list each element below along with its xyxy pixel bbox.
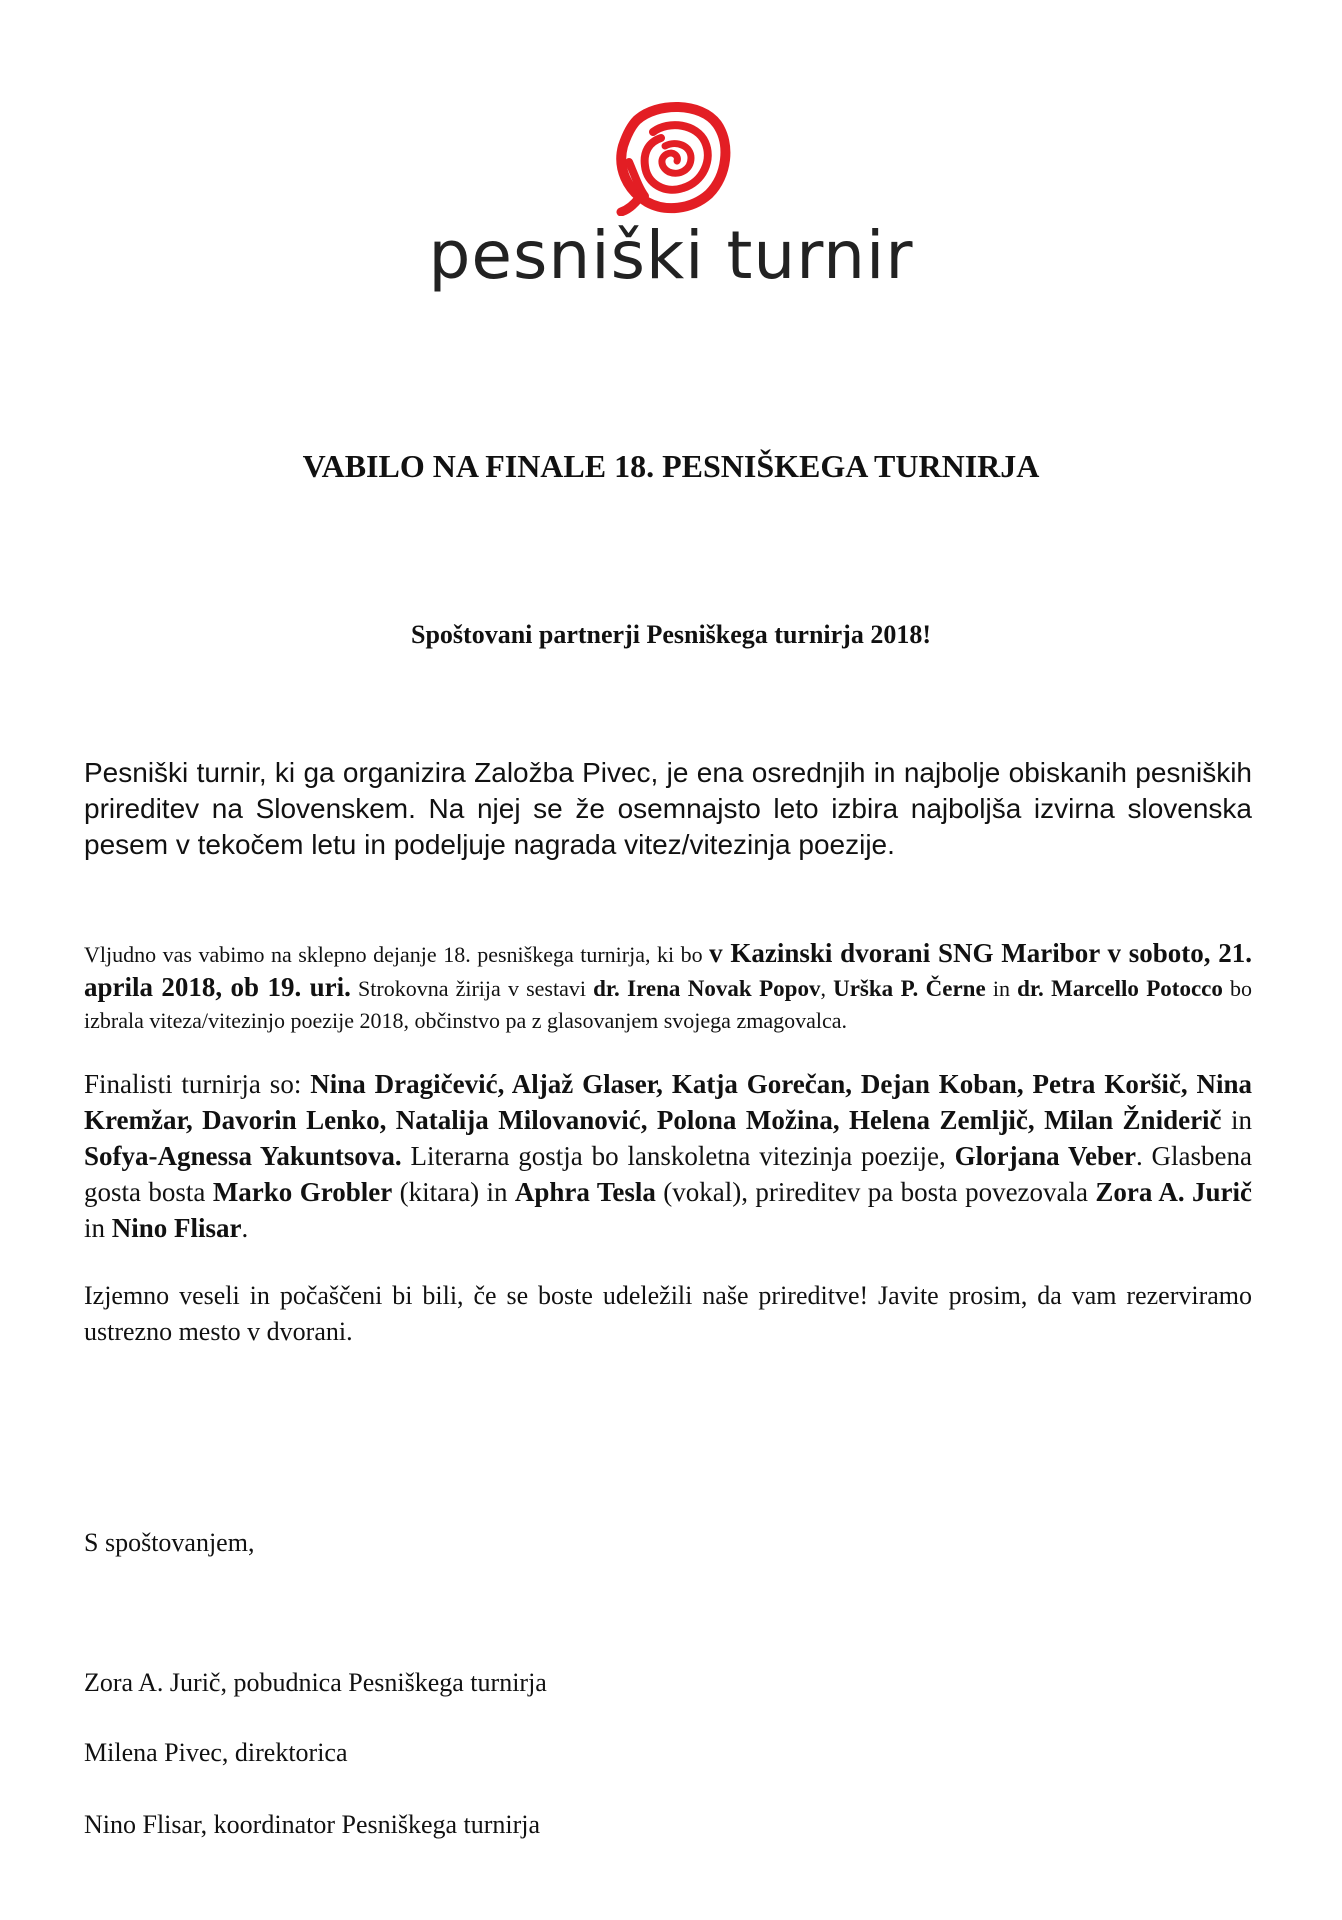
finalist-name: Sofya-Agnessa Yakuntsova. — [84, 1141, 402, 1171]
intro-paragraph: Pesniški turnir, ki ga organizira Založba Pivec, je ena osrednjih in najbolje obiskanih pesniških prireditev na Slovenskem. Na njej se že osemnajsto leto izbira najboljša izvirna slovenska pesem v tekočem letu in podeljuje nagrada vitez/vitezinja poezije. — [84, 757, 1252, 860]
signatory-line: Zora A. Jurič, pobudnica Pesniškega turnirja — [84, 1668, 547, 1697]
sign-off: S spoštovanjem, — [84, 1528, 255, 1557]
music-guest: Marko Grobler — [212, 1177, 393, 1207]
signatory-line: Milena Pivec, direktorica — [84, 1738, 348, 1767]
finalists-paragraph — [84, 1066, 1252, 1246]
invite-text: Vljudno vas vabimo na sklepno dejanje 18. pesniškega turnirja, ki bo — [84, 942, 710, 967]
invitation-paragraph — [84, 937, 1252, 1037]
finalists-text: (kitara) in — [392, 1177, 515, 1207]
logo — [0, 98, 1342, 293]
signatory-line: Nino Flisar, koordinator Pesniškega turnirja — [84, 1810, 541, 1839]
finalists-text: in — [84, 1213, 112, 1243]
jury-member: dr. Marcello Potocco — [1017, 976, 1223, 1001]
finalists-text: (vokal), prireditev pa bosta povezovala — [655, 1177, 1096, 1207]
salutation: Spoštovani partnerji Pesniškega turnirja 2018! — [411, 620, 931, 649]
finalists-text: . — [241, 1213, 249, 1243]
literary-guest: Glorjana Veber — [954, 1141, 1136, 1171]
document-title: VABILO NA FINALE 18. PESNIŠKEGA TURNIRJA — [302, 448, 1040, 484]
rose-icon — [609, 98, 733, 216]
jury-member: dr. Irena Novak Popov — [593, 976, 821, 1001]
invite-text: in — [985, 976, 1018, 1001]
music-guest: Aphra Tesla — [514, 1177, 656, 1207]
event-host: Zora A. Jurič — [1095, 1177, 1252, 1207]
finalists-text: . Glasbena gosta bosta — [84, 1141, 1252, 1207]
closing-paragraph: Izjemno veseli in počaščeni bi bili, če se boste udeležili naše prireditve! Javite prosim, da vam rezerviramo ustrezno mesto v dvorani. — [84, 1281, 1252, 1346]
invite-text: Strokovna žirija v sestavi — [350, 976, 594, 1001]
finalists-text: Literarna gostja bo lanskoletna vitezinja poezije, — [401, 1141, 955, 1171]
event-host: Nino Flisar — [111, 1213, 242, 1243]
jury-member: Urška P. Černe — [833, 976, 986, 1001]
event-venue-date: v Kazinski dvorani SNG Maribor v soboto, 21. aprila 2018, ob 19. uri. — [84, 938, 1253, 1002]
finalists-text: in — [1221, 1105, 1252, 1135]
invite-text: bo izbrala viteza/vitezinjo poezije 2018, občinstvo pa z glasovanjem svojega zmagovalca. — [84, 976, 1253, 1033]
finalist-names: Nina Dragičević, Aljaž Glaser, Katja Gorečan, Dejan Koban, Petra Koršič, Nina Kremžar, Davorin Lenko, Natalija Milovanović, Polona Možina, Helena Zemljič, Milan Žniderič — [84, 1069, 1253, 1135]
invite-text: , — [820, 976, 834, 1001]
logo-wordmark: pesniški turnir — [428, 217, 914, 294]
finalists-text: Finalisti turnirja so: — [84, 1069, 311, 1099]
